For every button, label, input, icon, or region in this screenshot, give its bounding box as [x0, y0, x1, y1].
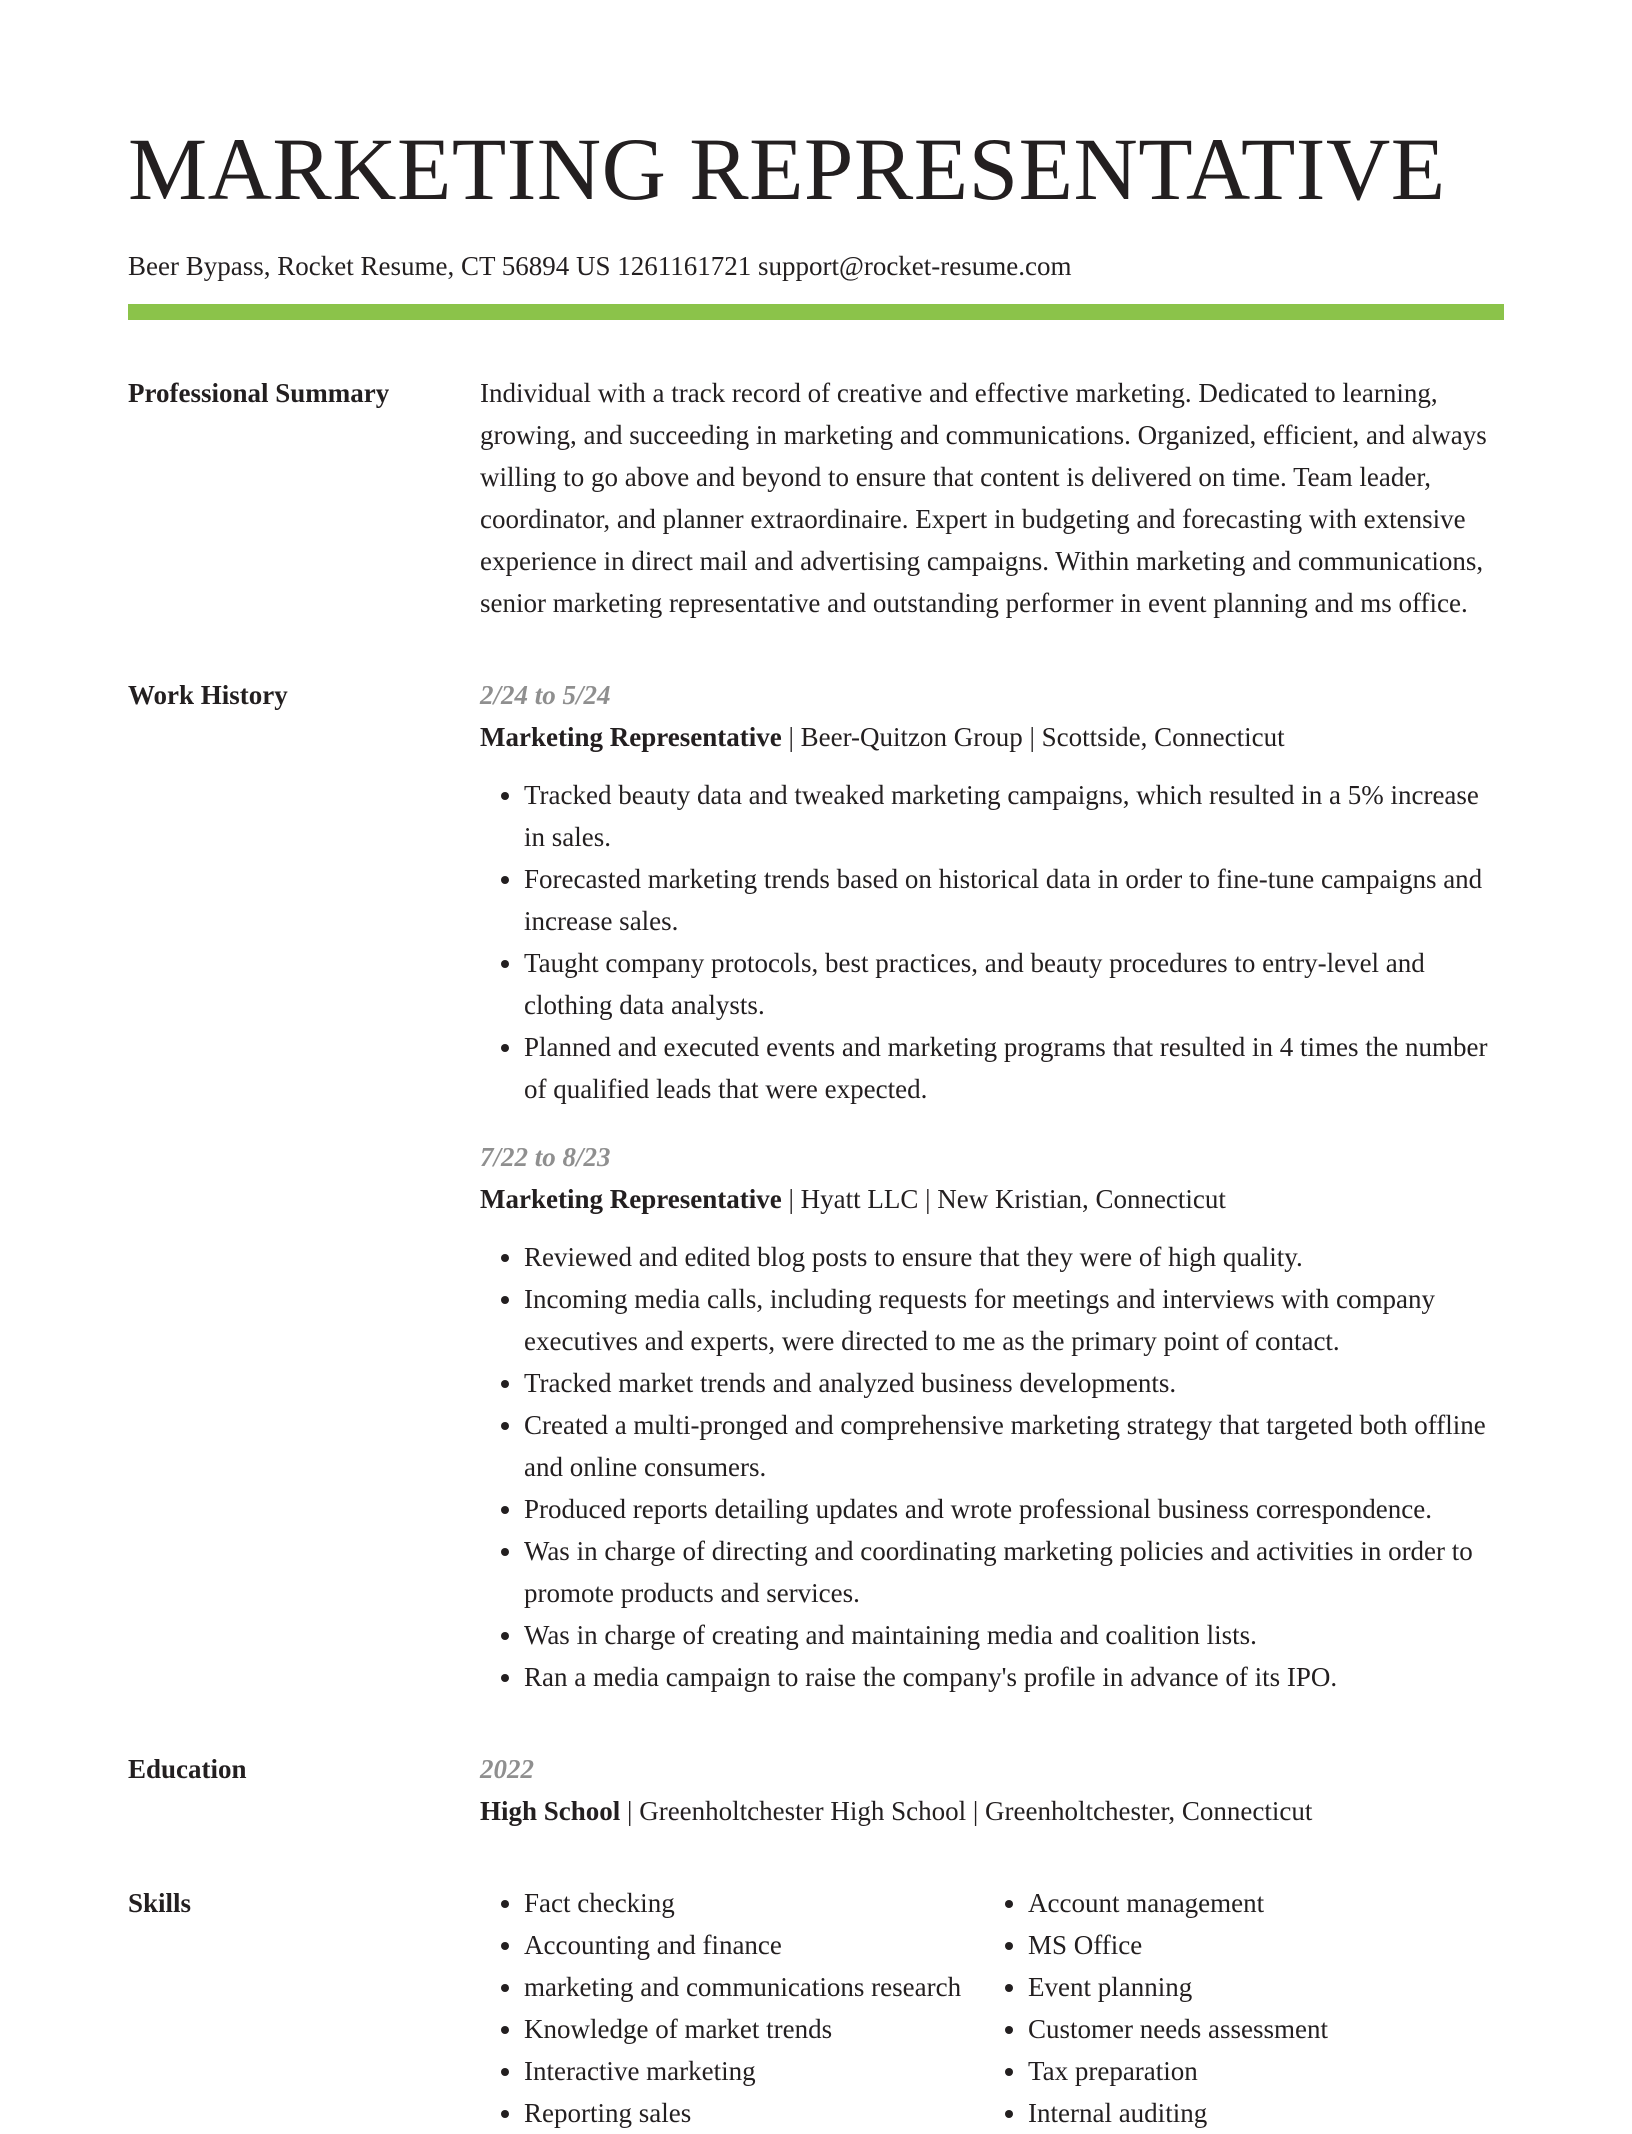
education-year: 2022 [480, 1754, 534, 1784]
job-role-line [480, 1178, 1504, 1220]
job-bullet: • Taught company protocols, best practices, and beauty procedures to entry-level and clothing data analysts. [524, 942, 1504, 1026]
summary-body [480, 372, 1504, 624]
skill-item: • Event planning [1028, 1966, 1328, 2008]
skills-section [128, 1882, 1504, 2134]
contact-info: Beer Bypass, Rocket Resume, CT 56894 US 1261161721 support@rocket-resume.com [128, 251, 1072, 281]
work-history-section [128, 674, 1504, 1698]
skills-body [480, 1882, 1504, 2134]
resume-page [128, 0, 1504, 2134]
job-bullet: • Tracked beauty data and tweaked marketing campaigns, which resulted in a 5% increase in sales. [524, 774, 1504, 858]
skills-list-right [984, 1882, 1328, 2134]
skill-item: • Accounting and finance [524, 1924, 984, 1966]
job-entry [480, 1136, 1504, 1698]
education-degree: High School [480, 1796, 621, 1826]
skill-item: • Customer needs assessment [1028, 2008, 1328, 2050]
summary-section [128, 372, 1504, 624]
job-title: Marketing Representative [480, 722, 782, 752]
job-bullet: • Forecasted marketing trends based on historical data in order to fine-tune campaigns and increase sales. [524, 858, 1504, 942]
work-history-body [480, 674, 1504, 1698]
skill-item: • Tax preparation [1028, 2050, 1328, 2092]
job-bullet: • Tracked market trends and analyzed business developments. [524, 1362, 1504, 1404]
job-role-line [480, 716, 1504, 758]
education-line [480, 1790, 1504, 1832]
job-employer-location: | Hyatt LLC | New Kristian, Connecticut [781, 1184, 1226, 1214]
job-bullet: • Ran a media campaign to raise the company's profile in advance of its IPO. [524, 1656, 1504, 1698]
education-body [480, 1748, 1504, 1832]
header-divider [128, 304, 1504, 320]
skills-list-left [480, 1882, 984, 2134]
skill-item: • Fact checking [524, 1882, 984, 1924]
job-bullet: • Reviewed and edited blog posts to ensure that they were of high quality. [524, 1236, 1504, 1278]
job-bullet: • Created a multi-pronged and comprehensive marketing strategy that targeted both offline and online consumers. [524, 1404, 1504, 1488]
summary-section-title: Professional Summary [128, 378, 390, 408]
job-bullet-list [480, 1236, 1504, 1698]
skill-item: • Internal auditing [1028, 2092, 1328, 2134]
job-bullet: • Produced reports detailing updates and wrote professional business correspondence. [524, 1488, 1504, 1530]
job-bullet: • Was in charge of directing and coordinating marketing policies and activities in order to promote products and services. [524, 1530, 1504, 1614]
education-school-location: | Greenholtchester High School | Greenholtchester, Connecticut [620, 1796, 1313, 1826]
resume-name-heading: MARKETING REPRESENTATIVE [128, 121, 1446, 219]
job-employer-location: | Beer-Quitzon Group | Scottside, Connecticut [781, 722, 1285, 752]
education-section [128, 1748, 1504, 1832]
skill-item: • Interactive marketing [524, 2050, 984, 2092]
skill-item: • Knowledge of market trends [524, 2008, 984, 2050]
job-bullet: • Was in charge of creating and maintaining media and coalition lists. [524, 1614, 1504, 1656]
summary-text: Individual with a track record of creative and effective marketing. Dedicated to learning, growing, and succeeding in marketing and communications. Organized, efficient, and always willing to go above and beyond to ensure that content is delivered on time. Team leader, coordinator, and planner extraordinaire. Expert in budgeting and forecasting with extensive experience in direct mail and advertising campaigns. Within marketing and communications, senior marketing representative and outstanding performer in event planning and ms office. [480, 378, 1487, 618]
skills-section-title: Skills [128, 1888, 192, 1918]
job-dates: 7/22 to 8/23 [480, 1142, 611, 1172]
job-bullet: • Incoming media calls, including requests for meetings and interviews with company executives and experts, were directed to me as the primary point of contact. [524, 1278, 1504, 1362]
work-history-section-title: Work History [128, 680, 288, 710]
skill-item: • marketing and communications research [524, 1966, 984, 2008]
skill-item: • Reporting sales [524, 2092, 984, 2134]
skill-item: • MS Office [1028, 1924, 1328, 1966]
job-bullet-list [480, 774, 1504, 1110]
job-bullet: • Planned and executed events and marketing programs that resulted in 4 times the number of qualified leads that were expected. [524, 1026, 1504, 1110]
skill-item: • Account management [1028, 1882, 1328, 1924]
job-title: Marketing Representative [480, 1184, 782, 1214]
job-dates: 2/24 to 5/24 [480, 680, 611, 710]
education-section-title: Education [128, 1754, 247, 1784]
job-entry [480, 674, 1504, 1110]
